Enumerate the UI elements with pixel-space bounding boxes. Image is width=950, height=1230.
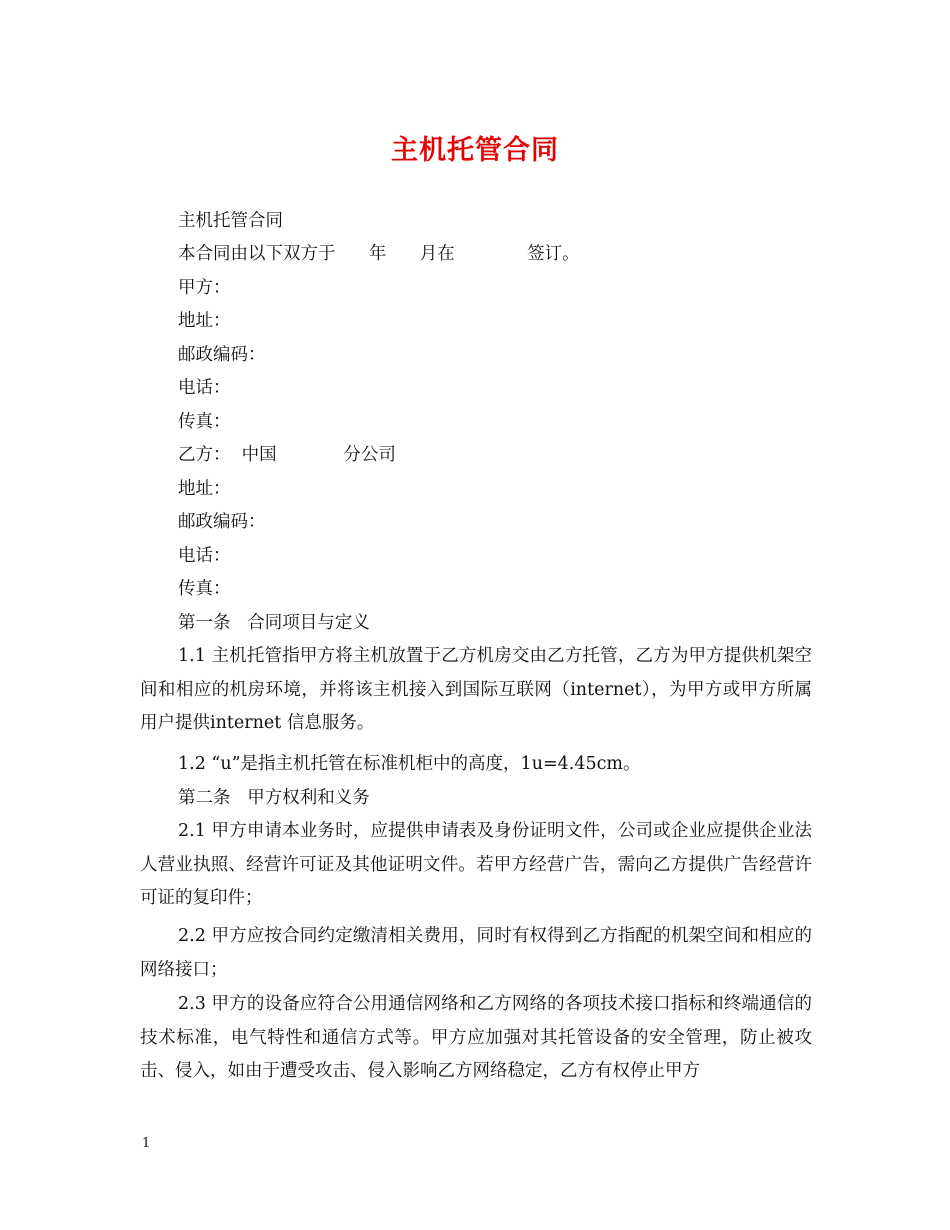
clause-2-2: 2.2 甲方应按合同约定缴清相关费用，同时有权得到乙方指配的机架空间和相应的网络接口； [140, 926, 812, 980]
clause-2-1: 2.1 甲方申请本业务时，应提供申请表及身份证明文件，公司或企业应提供企业法人营业执照、经营许可证及其他证明文件。若甲方经营广告，需向乙方提供广告经营许可证的复印件； [140, 821, 812, 908]
party-a-address: 地址： [178, 311, 231, 331]
article-1-heading: 第一条 合同项目与定义 [178, 613, 370, 633]
article-2-heading: 第二条 甲方权利和义务 [178, 788, 370, 808]
party-a-postcode: 邮政编码： [178, 345, 266, 365]
party-a-label: 甲方： [178, 278, 231, 298]
clause-1-2: 1.2 “u”是指主机托管在标准机柜中的高度，1u=4.45cm。 [178, 754, 641, 774]
document-title: 主机托管合同 [391, 135, 559, 166]
party-a-phone: 电话： [178, 378, 231, 398]
subtitle-line: 主机托管合同 [178, 211, 283, 231]
party-a-fax: 传真： [178, 412, 231, 432]
party-b-address: 地址： [178, 479, 231, 499]
party-b-postcode: 邮政编码： [178, 512, 266, 532]
party-b-fax: 传真： [178, 579, 231, 599]
signing-line: 本合同由以下双方于 年 月在 签订。 [178, 244, 580, 264]
party-b-label: 乙方： 中国 分公司 [178, 445, 396, 465]
clause-2-3: 2.3 甲方的设备应符合公用通信网络和乙方网络的各项技术接口指标和终端通信的技术标准，电气特性和通信方式等。甲方应加强对其托管设备的安全管理，防止被攻击、侵入，如由于遭受攻击、侵入影响乙方网络稳定，乙方有权停止甲方 [140, 994, 812, 1081]
page-number: 1 [142, 1136, 151, 1151]
party-b-phone: 电话： [178, 546, 231, 566]
clause-1-1: 1.1 主机托管指甲方将主机放置于乙方机房交由乙方托管，乙方为甲方提供机架空间和相应的机房环境，并将该主机接入到国际互联网（internet），为甲方或甲方所属用户提供internet 信息服务。 [140, 646, 812, 733]
